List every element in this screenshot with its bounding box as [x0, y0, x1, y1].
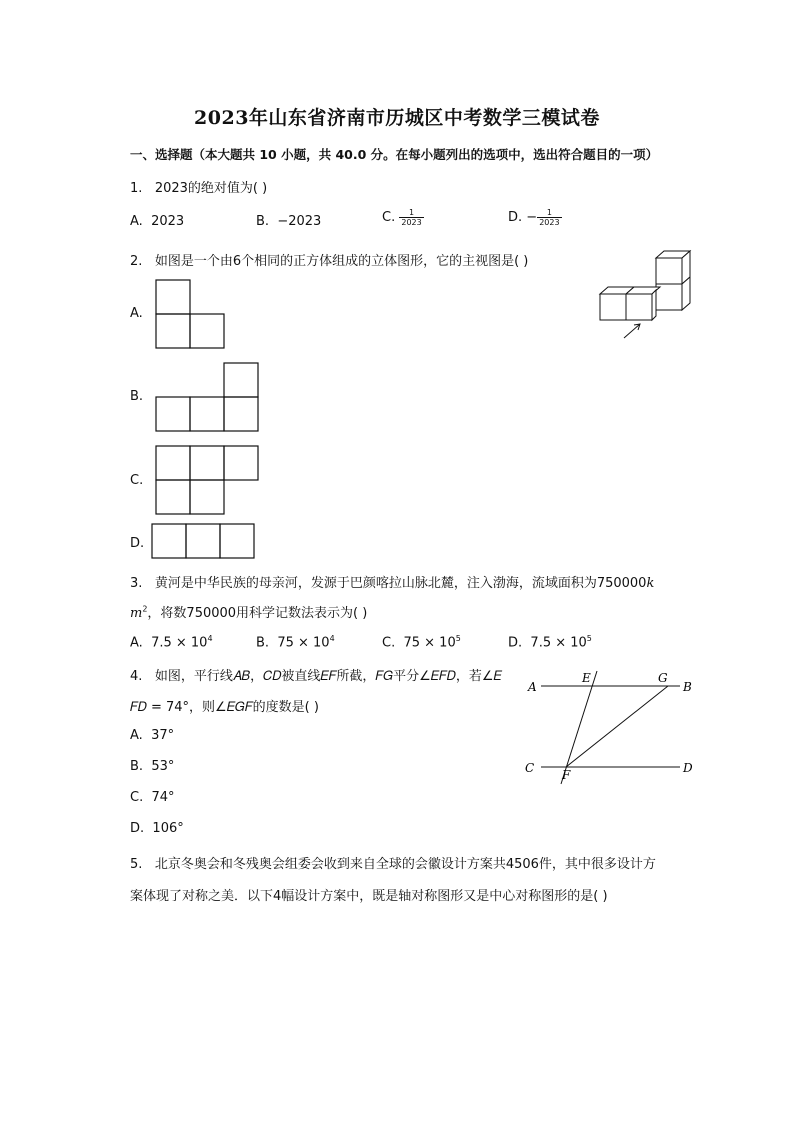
- q2-option-c-figure: [155, 445, 261, 517]
- question-text-line1: 北京冬奥会和冬残奥会组委会收到来自全球的会徽设计方案共4506件，其中很多设计方: [154, 857, 656, 872]
- option-text: −2023: [277, 214, 322, 229]
- q4-option-a: A. 37°: [130, 728, 175, 743]
- question-text-line1: 黄河是中华民族的母亲河，发源于巴颜喀拉山脉北麓，注入渤海，流域面积为750000: [154, 576, 647, 591]
- q3-option-a: A. $7.5 \times 10^4$: [130, 634, 213, 651]
- label-f: F: [562, 768, 571, 782]
- question-2: 2. 如图是一个由6个相同的正方体组成的立体图形，它的主视图是( ): [130, 254, 529, 269]
- label-a: A: [528, 680, 537, 694]
- question-5: 5. 北京冬奥会和冬残奥会组委会收到来自全球的会徽设计方案共4506件，其中很多设计方: [130, 857, 656, 872]
- question-4-line2: 𝐹𝐷 = 74°，则∠𝐸𝐺𝐹的度数是( ): [130, 700, 319, 715]
- label-c: C: [525, 761, 535, 775]
- question-3: 3. 黄河是中华民族的母亲河，发源于巴颜喀拉山脉北麓，注入渤海，流域面积为750000k: [130, 576, 655, 591]
- question-1: [130, 177, 267, 196]
- q2-option-a: A.: [130, 306, 143, 321]
- option-text: 2023: [151, 214, 185, 229]
- q4-option-c: C. 74°: [130, 790, 175, 805]
- section-heading: 一、选择题（本大题共 10 小题，共 40.0 分。在每小题列出的选项中，选出符合题目的一项）: [130, 147, 659, 162]
- q1-option-c: C. $\frac{1}{2023}$: [382, 208, 422, 227]
- q1-option-b: B. −2023: [256, 214, 322, 229]
- label-e: E: [582, 671, 591, 685]
- question-number: 1.: [130, 181, 143, 196]
- q2-option-d: D.: [130, 536, 145, 551]
- label-b: B: [683, 680, 692, 694]
- question-text-line2: ，将数750000用科学记数法表示为( ): [147, 606, 368, 621]
- q2-option-c: C.: [130, 473, 144, 488]
- q2-option-b: B.: [130, 389, 144, 404]
- question-4: 4. 如图，平行线𝐴𝐵，𝐶𝐷被直线𝐸𝐹所截，𝐹𝐺平分∠𝐸𝐹𝐷，若∠𝐸: [130, 669, 502, 684]
- question-3-line2: $m^2$，将数750000用科学记数法表示为( ): [130, 604, 368, 621]
- q4-option-d: D. 106°: [130, 821, 184, 836]
- q3-option-b: B. $75 \times 10^4$: [256, 634, 335, 651]
- label-d: D: [683, 761, 693, 775]
- q3-option-d: D. $7.5 \times 10^5$: [508, 634, 592, 651]
- question-text-line1: 如图，平行线𝐴𝐵，𝐶𝐷被直线𝐸𝐹所截，𝐹𝐺平分∠𝐸𝐹𝐷，若∠𝐸: [154, 669, 502, 684]
- cube-figure: [596, 250, 692, 340]
- q3-option-c: C. $75 \times 10^5$: [382, 634, 461, 651]
- q2-option-a-figure: [155, 279, 227, 351]
- page-title: 2023年山东省济南市历城区中考数学三模试卷: [194, 107, 600, 129]
- q4-option-b: B. 53°: [130, 759, 175, 774]
- parallel-lines-figure: [525, 668, 695, 788]
- fraction: $\frac{1}{2023}$: [401, 208, 422, 227]
- question-text: 2023的绝对值为( ): [154, 181, 268, 196]
- question-5-line2: 案体现了对称之美．以下4幅设计方案中，既是轴对称图形又是中心对称图形的是( ): [130, 889, 608, 904]
- q1-option-a: A. 2023: [130, 214, 185, 229]
- q2-option-b-figure: [155, 362, 261, 434]
- q2-option-d-figure: [151, 523, 257, 561]
- fraction: $\frac{1}{2023}$: [539, 208, 560, 227]
- q1-option-d: D. − $\frac{1}{2023}$: [508, 208, 560, 227]
- label-g: G: [658, 671, 668, 685]
- question-text: 如图是一个由6个相同的正方体组成的立体图形，它的主视图是( ): [154, 254, 529, 269]
